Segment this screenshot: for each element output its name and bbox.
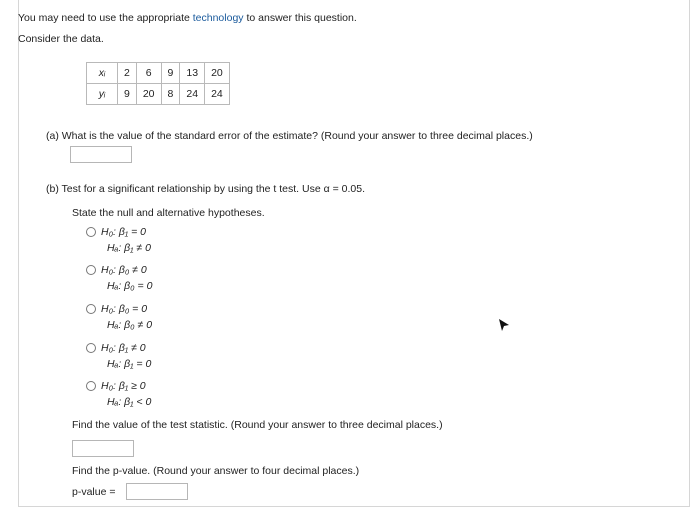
- hypothesis-option-1[interactable]: [86, 226, 146, 238]
- x-cell: 13: [180, 63, 205, 84]
- part-b-question: (b) Test for a significant relationship by using the t test. Use α = 0.05.: [46, 183, 365, 195]
- h0-text: H₀: β₁ ≠ 0: [101, 342, 146, 354]
- pvalue-input[interactable]: [126, 483, 188, 500]
- hypotheses-prompt: State the null and alternative hypotheses.: [72, 207, 265, 219]
- radio-button[interactable]: [86, 381, 96, 391]
- hypothesis-option-2[interactable]: [86, 264, 147, 276]
- part-a-answer-input[interactable]: [70, 146, 132, 163]
- pvalue-label: p-value =: [72, 486, 116, 498]
- part-a-question: (a) What is the value of the standard error of the estimate? (Round your answer to three decimal places.): [46, 130, 533, 142]
- y-cell: 24: [205, 84, 230, 105]
- radio-button[interactable]: [86, 227, 96, 237]
- y-cell: 24: [180, 84, 205, 105]
- y-cell: 8: [161, 84, 180, 105]
- y-cell: 9: [118, 84, 137, 105]
- data-table: [86, 62, 230, 105]
- x-cell: 20: [205, 63, 230, 84]
- hypothesis-option-5[interactable]: [86, 380, 146, 392]
- radio-button[interactable]: [86, 304, 96, 314]
- consider-text: Consider the data.: [18, 33, 104, 45]
- x-cell: 6: [136, 63, 161, 84]
- hypothesis-option-3[interactable]: [86, 303, 147, 315]
- test-statistic-input[interactable]: [72, 440, 134, 457]
- ha-text: Hₐ: β₁ ≠ 0: [107, 242, 151, 254]
- x-cell: 9: [161, 63, 180, 84]
- ha-text: Hₐ: β₁ < 0: [107, 396, 152, 408]
- x-header: xᵢ: [87, 63, 118, 84]
- pvalue-prompt: Find the p-value. (Round your answer to four decimal places.): [72, 465, 360, 477]
- y-cell: 20: [136, 84, 161, 105]
- x-cell: 2: [118, 63, 137, 84]
- ha-text: Hₐ: β₀ ≠ 0: [107, 319, 153, 331]
- h0-text: H₀: β₁ = 0: [101, 226, 146, 238]
- x-row: [87, 63, 230, 84]
- y-header: yᵢ: [87, 84, 118, 105]
- h0-text: H₀: β₁ ≥ 0: [101, 380, 146, 392]
- h0-text: H₀: β₀ ≠ 0: [101, 264, 147, 276]
- ha-text: Hₐ: β₁ = 0: [107, 358, 152, 370]
- h0-text: H₀: β₀ = 0: [101, 303, 148, 315]
- y-row: [87, 84, 230, 105]
- ha-text: Hₐ: β₀ = 0: [107, 280, 153, 292]
- radio-button[interactable]: [86, 343, 96, 353]
- hypothesis-option-4[interactable]: [86, 342, 146, 354]
- radio-button[interactable]: [86, 265, 96, 275]
- instruction-text: You may need to use the appropriate technology to answer this question.: [18, 12, 357, 24]
- mouse-cursor-icon: [498, 318, 510, 332]
- test-statistic-prompt: Find the value of the test statistic. (Round your answer to three decimal places.): [72, 419, 443, 431]
- technology-link[interactable]: technology: [192, 12, 244, 24]
